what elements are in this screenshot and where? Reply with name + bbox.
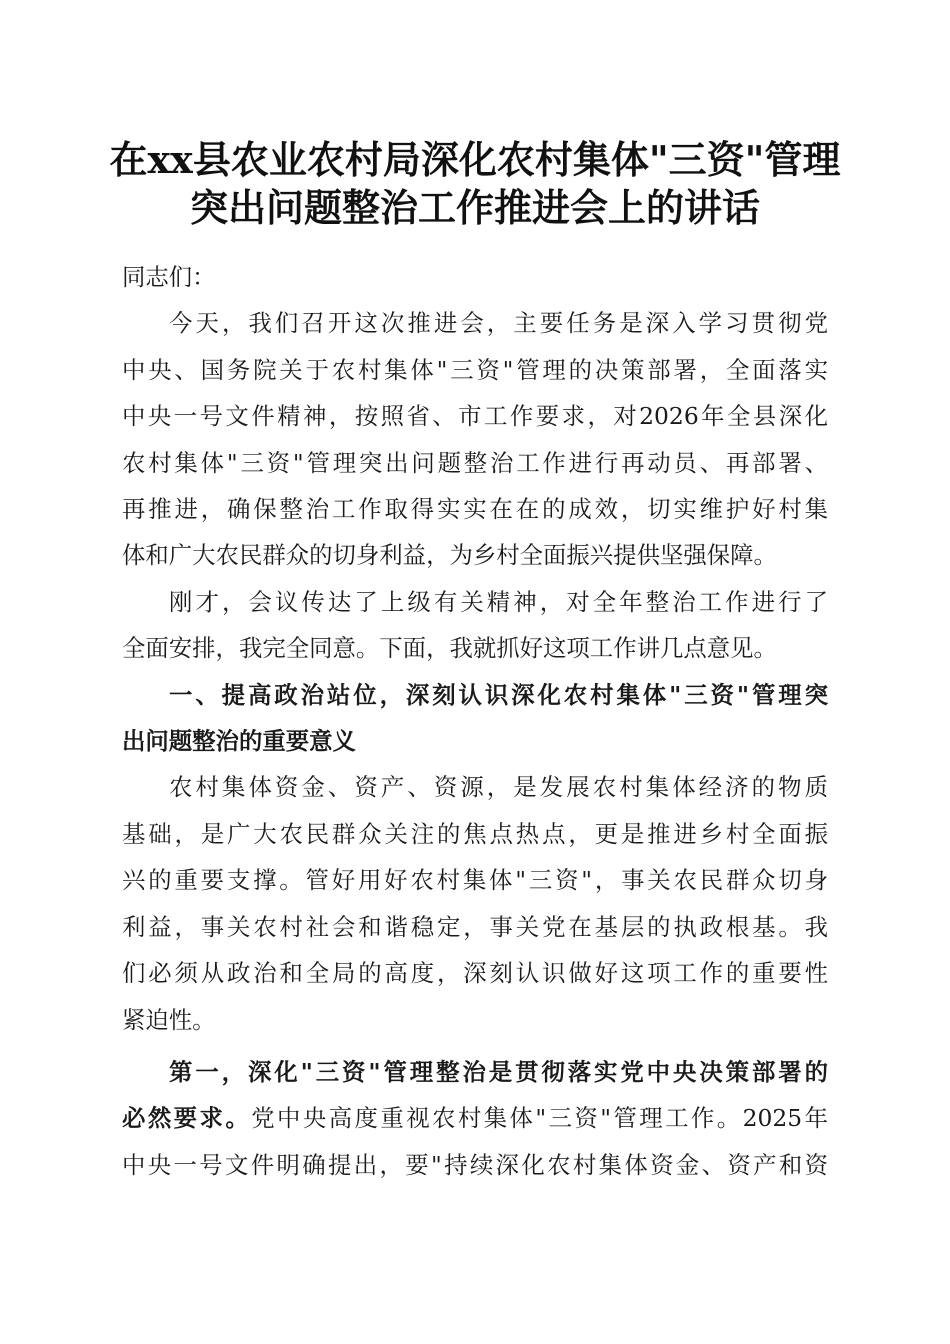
paragraph-1-line-1: 今天，我们召开这次推进会，主要任务是深入学习贯彻党 — [169, 309, 828, 338]
paragraph-1-line-6: 体和广大农民群众的切身利益，为乡村全面振兴提供坚强保障。 — [122, 541, 777, 570]
paragraph-4-line-2 — [122, 1095, 828, 1141]
paragraph-4-line-1: 第一，深化"三资"管理整治是贯彻落实党中央决策部署的 — [169, 1057, 828, 1086]
salutation: 同志们： — [122, 263, 216, 291]
paragraph-3-line-6: 紧迫性。 — [122, 1005, 216, 1034]
document-title — [100, 136, 850, 232]
paragraph-4-line-2-rest: 党中央高度重视农村集体"三资"管理工作。2025年 — [251, 1104, 829, 1133]
title-line-1: 在xx县农业农村局深化农村集体"三资"管理 — [109, 137, 841, 182]
section-heading-1-line-2: 出问题整治的重要意义 — [122, 727, 356, 756]
paragraph-1-line-3: 中央一号文件精神，按照省、市工作要求，对2026年全县深化 — [122, 402, 828, 431]
paragraph-1-line-4: 农村集体"三资"管理突出问题整治工作进行再动员、再部署、 — [122, 448, 828, 477]
paragraph-3-line-1: 农村集体资金、资产、资源，是发展农村集体经济的物质 — [169, 773, 828, 802]
paragraph-4-line-3: 中央一号文件明确提出，要"持续深化农村集体资金、资产和资 — [122, 1150, 828, 1179]
paragraph-3-line-5: 们必须从政治和全局的高度，深刻认识做好这项工作的重要性 — [122, 959, 828, 988]
paragraph-3-line-2: 基础，是广大农民群众关注的焦点热点，更是推进乡村全面振 — [122, 819, 828, 848]
paragraph-3-line-4: 利益，事关农村社会和谐稳定，事关党在基层的执政根基。我 — [122, 912, 828, 941]
paragraph-1-line-5: 再推进，确保整治工作取得实实在在的成效，切实维护好村集 — [122, 495, 828, 524]
paragraph-3-line-3: 兴的重要支撑。管好用好农村集体"三资"，事关农民群众切身 — [122, 866, 828, 895]
paragraph-1-line-2: 中央、国务院关于农村集体"三资"管理的决策部署，全面落实 — [122, 355, 828, 384]
section-heading-1-line-1: 一、提高政治站位，深刻认识深化农村集体"三资"管理突 — [169, 680, 828, 709]
paragraph-2-line-1: 刚才，会议传达了上级有关精神，对全年整治工作进行了 — [169, 587, 828, 616]
document-body — [122, 254, 828, 1188]
paragraph-2-line-2: 全面安排，我完全同意。下面，我就抓好这项工作讲几点意见。 — [122, 634, 777, 663]
paragraph-4-lead-end: 必然要求。 — [122, 1104, 252, 1133]
title-line-2: 突出问题整治工作推进会上的讲话 — [189, 185, 760, 230]
